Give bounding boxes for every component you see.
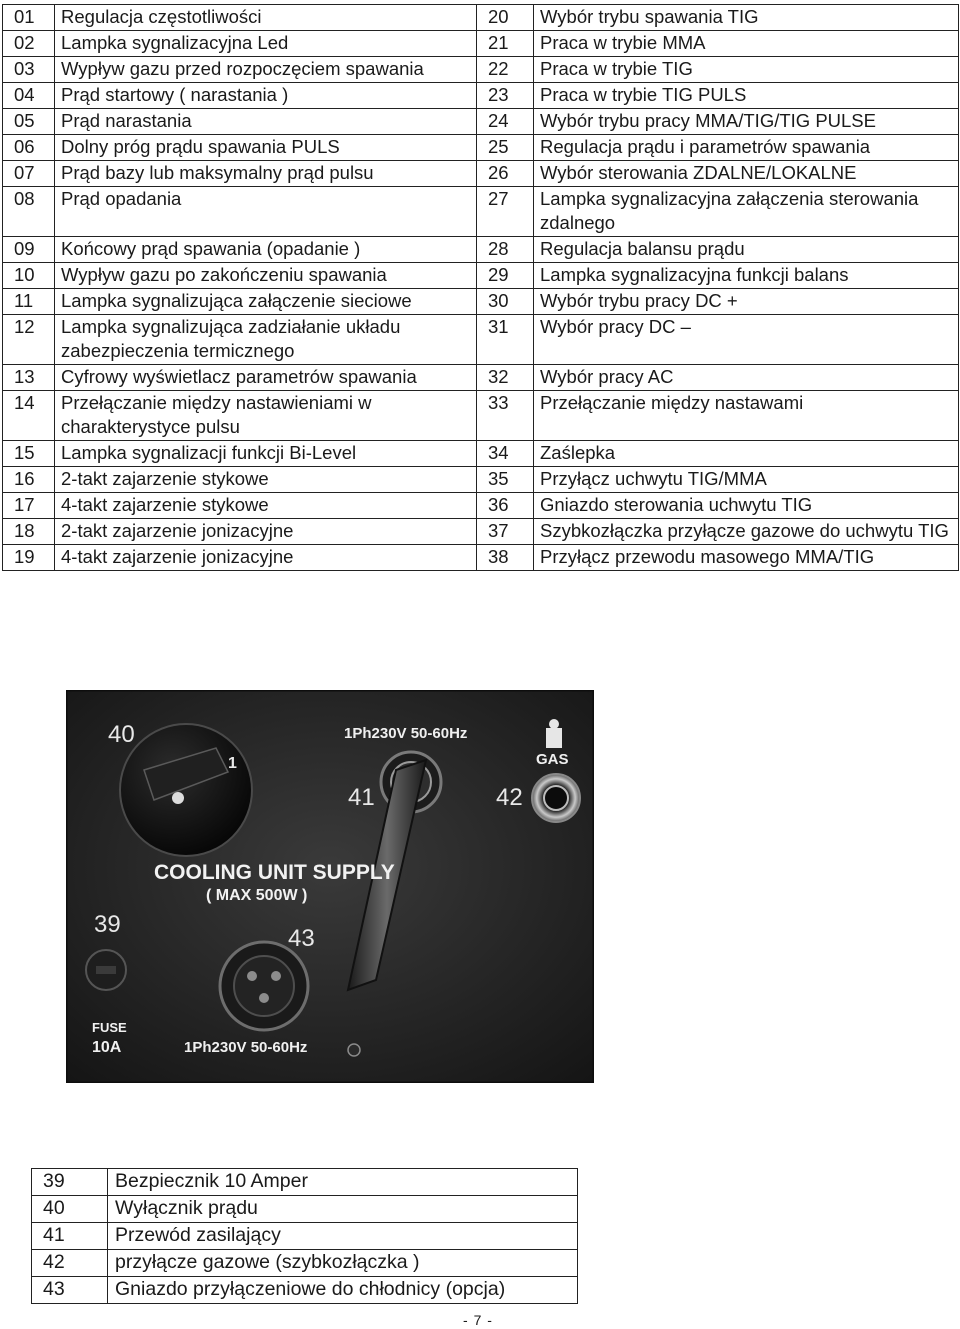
legend-number: 32 xyxy=(477,365,534,391)
legend-number: 18 xyxy=(3,519,55,545)
legend-text: 4-takt zajarzenie stykowe xyxy=(55,493,477,519)
legend-number: 04 xyxy=(3,83,55,109)
legend-row xyxy=(3,31,959,57)
legend-text: Lampka sygnalizacji funkcji Bi-Level xyxy=(55,441,477,467)
legend-number: 37 xyxy=(477,519,534,545)
legend-number: 11 xyxy=(3,289,55,315)
legend-row xyxy=(3,83,959,109)
legend-number: 08 xyxy=(3,187,55,237)
panel-label-39: 39 xyxy=(94,911,121,938)
legend-text: Regulacja balansu prądu xyxy=(534,237,959,263)
legend-row xyxy=(3,391,959,441)
rear-legend-text: Bezpiecznik 10 Amper xyxy=(108,1169,578,1196)
legend-number: 09 xyxy=(3,237,55,263)
legend-text: Lampka sygnalizująca zadziałanie układu zabezpieczenia termicznego xyxy=(55,315,477,365)
rear-legend-row xyxy=(32,1196,578,1223)
legend-text: Wypływ gazu po zakończeniu spawania xyxy=(55,263,477,289)
component-legend-table xyxy=(2,4,959,571)
voltage-bottom-label: 1Ph230V 50-60Hz xyxy=(184,1039,308,1056)
legend-text: Wypływ gazu przed rozpoczęciem spawania xyxy=(55,57,477,83)
legend-row xyxy=(3,57,959,83)
legend-row xyxy=(3,187,959,237)
legend-number: 29 xyxy=(477,263,534,289)
legend-number: 17 xyxy=(3,493,55,519)
legend-text: Wybór trybu pracy MMA/TIG/TIG PULSE xyxy=(534,109,959,135)
cooling-unit-title: COOLING UNIT SUPPLY xyxy=(154,861,395,884)
legend-number: 14 xyxy=(3,391,55,441)
rear-legend-number: 39 xyxy=(32,1169,108,1196)
rear-panel-legend-table xyxy=(31,1168,578,1304)
rear-legend-row xyxy=(32,1277,578,1304)
legend-number: 22 xyxy=(477,57,534,83)
legend-row xyxy=(3,161,959,187)
legend-text: Lampka sygnalizacyjna funkcji balans xyxy=(534,263,959,289)
legend-text: Wybór sterowania ZDALNE/LOKALNE xyxy=(534,161,959,187)
fuse-label: FUSE xyxy=(92,1020,127,1035)
legend-text: Lampka sygnalizująca załączenie sieciowe xyxy=(55,289,477,315)
legend-text: Prąd opadania xyxy=(55,187,477,237)
legend-number: 03 xyxy=(3,57,55,83)
legend-text: Regulacja prądu i parametrów spawania xyxy=(534,135,959,161)
panel-label-1: 1 xyxy=(228,755,237,772)
legend-number: 35 xyxy=(477,467,534,493)
legend-row xyxy=(3,109,959,135)
fuse-value: 10A xyxy=(92,1039,122,1056)
page-number: - 7 - xyxy=(463,1312,493,1328)
legend-text: Wybór pracy DC – xyxy=(534,315,959,365)
legend-text: Lampka sygnalizacyjna załączenia sterowania zdalnego xyxy=(534,187,959,237)
legend-number: 33 xyxy=(477,391,534,441)
legend-number: 02 xyxy=(3,31,55,57)
legend-text: Zaślepka xyxy=(534,441,959,467)
legend-number: 16 xyxy=(3,467,55,493)
legend-number: 19 xyxy=(3,545,55,571)
legend-number: 25 xyxy=(477,135,534,161)
legend-number: 06 xyxy=(3,135,55,161)
rear-legend-text: przyłącze gazowe (szybkozłączka ) xyxy=(108,1250,578,1277)
legend-text: Gniazdo sterowania uchwytu TIG xyxy=(534,493,959,519)
legend-row xyxy=(3,365,959,391)
legend-number: 38 xyxy=(477,545,534,571)
legend-row xyxy=(3,289,959,315)
legend-number: 23 xyxy=(477,83,534,109)
cooling-unit-socket-icon xyxy=(220,942,308,1030)
legend-text: Praca w trybie TIG PULS xyxy=(534,83,959,109)
legend-row xyxy=(3,519,959,545)
rear-legend-text: Wyłącznik prądu xyxy=(108,1196,578,1223)
legend-number: 07 xyxy=(3,161,55,187)
legend-number: 15 xyxy=(3,441,55,467)
legend-number: 05 xyxy=(3,109,55,135)
panel-label-43: 43 xyxy=(288,925,315,952)
rear-legend-text: Gniazdo przyłączeniowe do chłodnicy (opcja) xyxy=(108,1277,578,1304)
legend-number: 27 xyxy=(477,187,534,237)
legend-text: Wybór trybu pracy DC + xyxy=(534,289,959,315)
legend-row xyxy=(3,315,959,365)
legend-text: Lampka sygnalizacyjna Led xyxy=(55,31,477,57)
rear-legend-number: 41 xyxy=(32,1223,108,1250)
legend-text: Wybór trybu spawania TIG xyxy=(534,5,959,31)
legend-text: Wybór pracy AC xyxy=(534,365,959,391)
legend-text: 2-takt zajarzenie jonizacyjne xyxy=(55,519,477,545)
legend-text: Szybkozłączka przyłącze gazowe do uchwytu TIG xyxy=(534,519,959,545)
legend-text: 4-takt zajarzenie jonizacyjne xyxy=(55,545,477,571)
legend-text: Przełączanie między nastawami xyxy=(534,391,959,441)
legend-row xyxy=(3,237,959,263)
legend-number: 13 xyxy=(3,365,55,391)
legend-text: Przyłącz uchwytu TIG/MMA xyxy=(534,467,959,493)
legend-text: Cyfrowy wyświetlacz parametrów spawania xyxy=(55,365,477,391)
panel-label-40: 40 xyxy=(108,721,135,748)
legend-row xyxy=(3,467,959,493)
legend-number: 26 xyxy=(477,161,534,187)
panel-label-41: 41 xyxy=(348,784,375,811)
gas-label: GAS xyxy=(536,751,569,768)
rear-legend-text: Przewód zasilający xyxy=(108,1223,578,1250)
legend-row xyxy=(3,493,959,519)
rear-legend-row xyxy=(32,1223,578,1250)
legend-text: Regulacja częstotliwości xyxy=(55,5,477,31)
legend-text: Prąd narastania xyxy=(55,109,477,135)
legend-text: Dolny próg prądu spawania PULS xyxy=(55,135,477,161)
legend-row xyxy=(3,135,959,161)
legend-text: 2-takt zajarzenie stykowe xyxy=(55,467,477,493)
legend-row xyxy=(3,5,959,31)
legend-number: 20 xyxy=(477,5,534,31)
legend-number: 10 xyxy=(3,263,55,289)
legend-text: Praca w trybie MMA xyxy=(534,31,959,57)
rear-legend-number: 43 xyxy=(32,1277,108,1304)
legend-row xyxy=(3,263,959,289)
legend-text: Prąd bazy lub maksymalny prąd pulsu xyxy=(55,161,477,187)
legend-number: 34 xyxy=(477,441,534,467)
legend-number: 31 xyxy=(477,315,534,365)
power-switch-knob xyxy=(120,724,252,856)
fuse-holder-icon xyxy=(86,950,126,990)
rear-legend-number: 42 xyxy=(32,1250,108,1277)
legend-number: 30 xyxy=(477,289,534,315)
cooling-unit-subtitle: ( MAX 500W ) xyxy=(206,887,308,904)
legend-text: Końcowy prąd spawania (opadanie ) xyxy=(55,237,477,263)
legend-row xyxy=(3,441,959,467)
legend-text: Praca w trybie TIG xyxy=(534,57,959,83)
legend-number: 01 xyxy=(3,5,55,31)
legend-text: Przyłącz przewodu masowego MMA/TIG xyxy=(534,545,959,571)
screw-icon xyxy=(348,1044,360,1056)
legend-number: 21 xyxy=(477,31,534,57)
rear-legend-row xyxy=(32,1250,578,1277)
legend-row xyxy=(3,545,959,571)
voltage-top-label: 1Ph230V 50-60Hz xyxy=(344,725,468,742)
legend-number: 28 xyxy=(477,237,534,263)
rear-panel-photo xyxy=(66,690,594,1083)
legend-number: 36 xyxy=(477,493,534,519)
rear-legend-number: 40 xyxy=(32,1196,108,1223)
legend-text: Przełączanie między nastawieniami w charakterystyce pulsu xyxy=(55,391,477,441)
legend-text: Prąd startowy ( narastania ) xyxy=(55,83,477,109)
rear-legend-row xyxy=(32,1169,578,1196)
legend-number: 12 xyxy=(3,315,55,365)
panel-label-42: 42 xyxy=(496,784,523,811)
legend-number: 24 xyxy=(477,109,534,135)
